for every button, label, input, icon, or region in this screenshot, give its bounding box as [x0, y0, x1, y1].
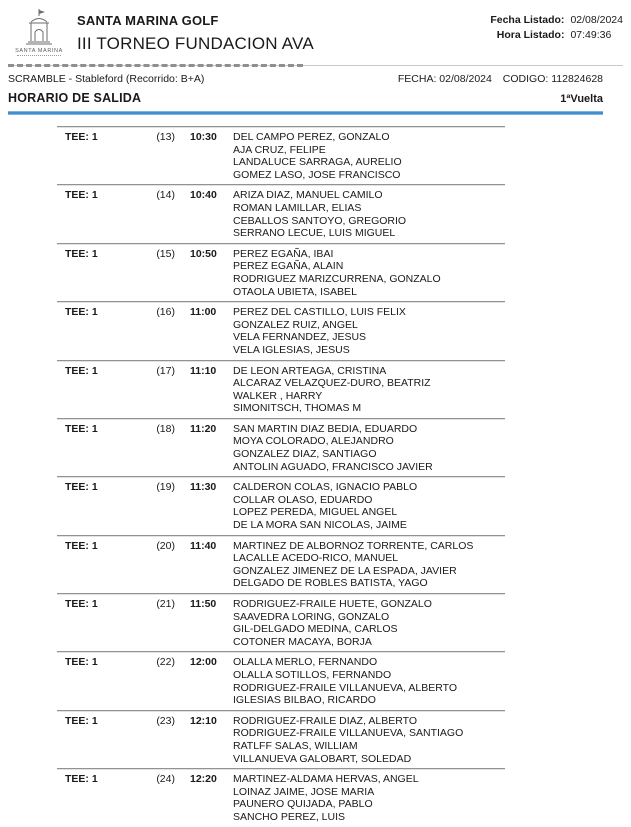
player-name: DE LA MORA SAN NICOLAS, JAIME	[233, 519, 407, 532]
player-name: SANCHO PEREZ, LUIS	[233, 810, 346, 823]
player-list	[233, 365, 505, 415]
fecha-codigo	[398, 73, 603, 85]
group-number: (22)	[156, 656, 175, 669]
tee-time-row	[57, 593, 505, 651]
player-list	[233, 189, 505, 239]
tee-time: 11:00	[190, 306, 217, 319]
group-number: (16)	[156, 306, 175, 319]
player-name: VILLANUEVA GALOBART, SOLEDAD	[233, 752, 412, 765]
player-name: ARIZA DIAZ, MANUEL CAMILO	[233, 189, 383, 202]
tee-time: 12:20	[190, 773, 217, 786]
player-name: OTAOLA UBIETA, ISABEL	[233, 285, 357, 298]
player-list	[233, 656, 505, 706]
player-name: GONZALEZ DIAZ, SANTIAGO	[233, 448, 377, 461]
header-titles	[70, 8, 490, 54]
player-name: RODRIGUEZ-FRAILE HUETE, GONZALO	[233, 598, 432, 610]
player-name: VELA FERNANDEZ, JESUS	[233, 331, 367, 344]
competition-format: SCRAMBLE - Stableford (Recorrido: B+A)	[8, 73, 205, 85]
player-list	[233, 306, 505, 356]
logo-text: SANTA MARINA	[15, 48, 63, 54]
player-name: RODRIGUEZ-FRAILE VILLANUEVA, ALBERTO	[233, 681, 458, 694]
tee-label: TEE: 1	[65, 422, 98, 435]
hora-listado-value: 07:49:36	[570, 29, 612, 41]
player-name: SAN MARTIN DIAZ BEDIA, EDUARDO	[233, 422, 418, 435]
tee-time-row	[57, 184, 505, 242]
player-name: ROMAN LAMILLAR, ELIAS	[233, 201, 362, 214]
player-name: OLALLA SOTILLOS, FERNANDO	[233, 668, 392, 681]
group-number: (14)	[156, 189, 175, 202]
player-name: AJA CRUZ, FELIPE	[233, 143, 326, 156]
tee-time: 11:20	[190, 422, 217, 435]
tee-time-row	[57, 360, 505, 418]
player-list	[233, 131, 505, 181]
player-name: IGLESIAS BILBAO, RICARDO	[233, 694, 376, 707]
player-name: ANTOLIN AGUADO, FRANCISCO JAVIER	[233, 460, 433, 473]
document-header	[0, 0, 631, 57]
player-list	[233, 773, 505, 823]
fecha-listado-label: Fecha Listado:	[490, 14, 565, 26]
player-list	[233, 540, 505, 590]
codigo-value: CODIGO: 112824628	[502, 73, 603, 85]
accent-rule	[8, 111, 603, 115]
round-label: 1ªVuelta	[560, 93, 603, 105]
player-name: DE LEON ARTEAGA, CRISTINA	[233, 364, 387, 377]
player-list	[233, 715, 505, 765]
group-number: (23)	[156, 714, 175, 727]
hora-listado-label: Hora Listado:	[496, 29, 565, 41]
tee-time-row	[57, 710, 505, 768]
tee-label: TEE: 1	[65, 189, 98, 202]
player-name: GOMEZ LASO, JOSE FRANCISCO	[233, 168, 401, 181]
group-number: (24)	[156, 773, 175, 786]
player-name: VELA IGLESIAS, JESUS	[233, 343, 350, 356]
tee-time: 11:10	[190, 364, 217, 377]
tee-time: 12:10	[190, 714, 217, 727]
tournament-title: III TORNEO FUNDACION AVA	[77, 34, 314, 53]
tee-time-row	[57, 301, 505, 359]
player-name: LACALLE ACEDO-RICO, MANUEL	[233, 552, 399, 565]
fecha-listado-value: 02/08/2024	[570, 14, 623, 26]
tee-label: TEE: 1	[65, 247, 98, 260]
player-name: WALKER , HARRY	[233, 389, 323, 402]
player-name: PEREZ DEL CASTILLO, LUIS FELIX	[233, 306, 406, 319]
player-name: DELGADO DE ROBLES BATISTA, YAGO	[233, 577, 428, 590]
player-name: CEBALLOS SANTOYO, GREGORIO	[233, 214, 407, 227]
player-name: GONZALEZ RUIZ, ANGEL	[233, 318, 358, 331]
group-number: (15)	[156, 247, 175, 260]
subheader	[8, 73, 603, 105]
dashed-divider	[8, 64, 623, 67]
tee-time-row	[57, 243, 505, 301]
group-number: (13)	[156, 131, 175, 143]
logo-ornament	[17, 55, 61, 57]
player-name: LOINAZ JAIME, JOSE MARIA	[233, 785, 375, 798]
player-name: ALCARAZ VELAZQUEZ-DURO, BEATRIZ	[233, 377, 431, 390]
player-name: CALDERON COLAS, IGNACIO PABLO	[233, 481, 418, 494]
player-name: LOPEZ PEREDA, MIGUEL ANGEL	[233, 506, 398, 519]
player-name: GIL-DELGADO MEDINA, CARLOS	[233, 623, 398, 636]
player-name: DEL CAMPO PEREZ, GONZALO	[233, 131, 390, 143]
club-logo	[8, 8, 70, 57]
tee-time: 11:30	[190, 481, 217, 494]
tee-label: TEE: 1	[65, 306, 98, 319]
tee-label: TEE: 1	[65, 539, 98, 552]
tee-time: 11:50	[190, 598, 217, 610]
tee-time-row	[57, 768, 505, 826]
player-name: MARTINEZ DE ALBORNOZ TORRENTE, CARLOS	[233, 539, 474, 552]
tee-label: TEE: 1	[65, 773, 98, 786]
player-list	[233, 248, 505, 298]
group-number: (21)	[156, 598, 175, 610]
player-list	[233, 423, 505, 473]
player-name: MOYA COLORADO, ALEJANDRO	[233, 435, 394, 448]
group-number: (18)	[156, 422, 175, 435]
page-title: HORARIO DE SALIDA	[8, 91, 142, 105]
fecha-value: FECHA: 02/08/2024	[397, 73, 492, 85]
group-number: (19)	[156, 481, 175, 494]
group-number: (17)	[156, 364, 175, 377]
tee-time: 10:40	[190, 189, 217, 202]
player-name: PEREZ EGAÑA, IBAI	[233, 247, 334, 260]
player-name: OLALLA MERLO, FERNANDO	[233, 656, 378, 669]
group-number: (20)	[156, 539, 175, 552]
arch-monument-icon	[19, 8, 59, 48]
tee-label: TEE: 1	[65, 656, 98, 669]
tee-times-table	[57, 126, 505, 827]
tee-time-row	[57, 126, 505, 184]
tee-time-row	[57, 535, 505, 593]
player-name: RODRIGUEZ-FRAILE VILLANUEVA, SANTIAGO	[233, 727, 464, 740]
tee-time: 12:00	[190, 656, 217, 669]
tee-label: TEE: 1	[65, 714, 98, 727]
club-name: SANTA MARINA GOLF	[77, 13, 219, 28]
player-name: COTONER MACAYA, BORJA	[233, 635, 372, 648]
tee-label: TEE: 1	[65, 364, 98, 377]
player-name: SAAVEDRA LORING, GONZALO	[233, 610, 390, 623]
tee-time: 10:30	[190, 131, 217, 143]
listing-meta	[490, 13, 623, 42]
player-name: MARTINEZ-ALDAMA HERVAS, ANGEL	[233, 773, 419, 786]
player-name: PAUNERO QUIJADA, PABLO	[233, 798, 373, 811]
player-name: RODRIGUEZ-FRAILE DIAZ, ALBERTO	[233, 714, 417, 727]
tee-time-row	[57, 418, 505, 476]
tee-time-row	[57, 476, 505, 534]
player-name: PEREZ EGAÑA, ALAIN	[233, 260, 344, 273]
player-name: SIMONITSCH, THOMAS M	[233, 402, 362, 415]
player-name: GONZALEZ JIMENEZ DE LA ESPADA, JAVIER	[233, 564, 457, 577]
player-list	[233, 481, 505, 531]
tee-time-row	[57, 651, 505, 709]
player-name: RODRIGUEZ MARIZCURRENA, GONZALO	[233, 272, 441, 285]
player-name: SERRANO LECUE, LUIS MIGUEL	[233, 227, 396, 240]
tee-label: TEE: 1	[65, 481, 98, 494]
tee-label: TEE: 1	[65, 598, 98, 610]
tee-label: TEE: 1	[65, 131, 98, 143]
tee-time: 10:50	[190, 247, 217, 260]
player-list	[233, 598, 505, 648]
tee-time: 11:40	[190, 539, 217, 552]
player-name: COLLAR OLASO, EDUARDO	[233, 493, 373, 506]
player-name: LANDALUCE SARRAGA, AURELIO	[233, 156, 402, 169]
player-name: RATLFF SALAS, WILLIAM	[233, 739, 358, 752]
